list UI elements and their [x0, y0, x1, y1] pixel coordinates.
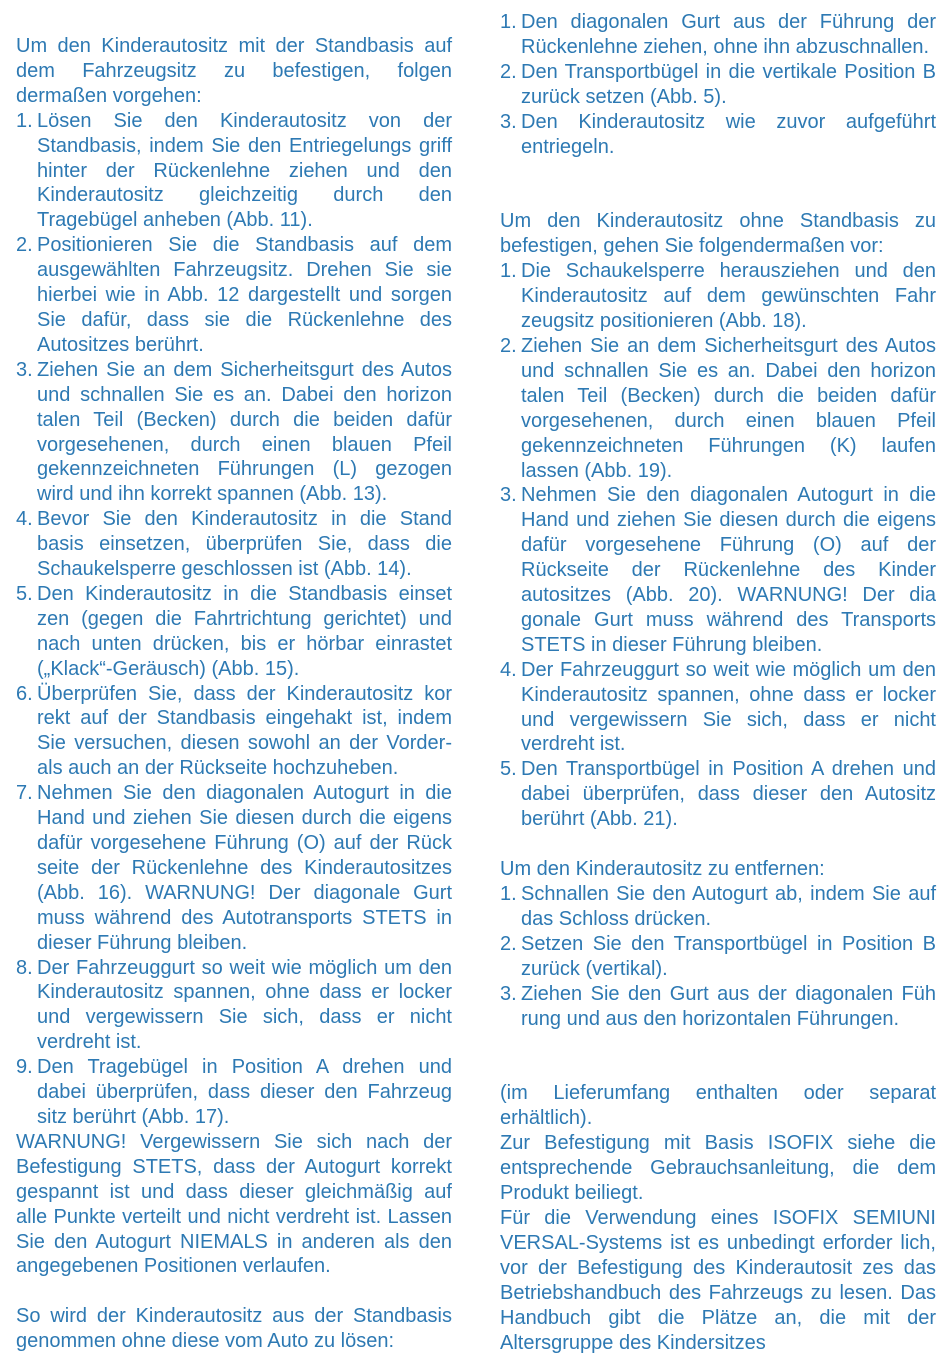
list-item: 1. Die Schaukelsperre herausziehen und den Kinderautositz auf dem gewünschten Fahr zeugsitz positionieren (Abb. 18).	[500, 260, 936, 333]
list-item: 1. Schnallen Sie den Autogurt ab, indem Sie auf das Schloss drücken.	[500, 883, 936, 930]
list-item: 1. Den diagonalen Gurt aus der Führung der Rückenlehne ziehen, ohne ihn abzuschnallen.	[500, 11, 936, 58]
list-item: 1. Lösen Sie den Kinderautositz von der Standbasis, indem Sie den Entriegelungs griff hinter der Rückenlehne ziehen und den Kinderautositz gleichzeitig durch den Tragebügel anheben (Abb. 11).	[16, 109, 452, 232]
section-without-base-intro: Um den Kinderautositz ohne Standbasis zu befestigen, gehen Sie folgendermaßen vor:	[500, 210, 936, 258]
list-item: 5. Den Kinderautositz in die Standbasis einset zen (gegen die Fahrtrichtung gerichtet) und nach unten drücken, bis er hörbar einrastet („Klack“-Geräusch) (Abb. 15).	[16, 582, 452, 680]
list-item: 6. Überprüfen Sie, dass der Kinderautositz kor rekt auf der Standbasis eingehakt ist, indem Sie versuchen, diesen sowohl an der Vorder- als auch an der Rückseite hochzuheben.	[16, 682, 452, 780]
list-item: 3. Ziehen Sie an dem Sicherheitsgurt des Autos und schnallen Sie es an. Dabei den horizon talen Teil (Becken) durch die beiden dafür vorgesehenen, durch einen blauen Pfeil gekennzeichneten Führungen (L) gezogen wird und ihn korrekt spannen (Abb. 13).	[16, 358, 452, 506]
list-item: 2. Den Transportbügel in die vertikale Position B zurück setzen (Abb. 5).	[500, 60, 936, 108]
warning-paragraph: WARNUNG! Vergewissern Sie sich nach der Befestigung STETS, dass der Autogurt korrekt gespannt ist und dass dieser gleichmäßig auf alle Punkte verteilt und nicht verdreht ist. Lassen Sie den Autogurt NIEMALS in anderen als den angegebenen Positionen verlaufen.	[16, 1130, 452, 1278]
remove-steps	[500, 882, 936, 1031]
without-base-steps	[500, 259, 936, 832]
list-item: 4. Der Fahrzeuggurt so weit wie möglich um den Kinderautositz spannen, ohne dass er locker und vergewissern Sie sich, dass er nicht verdreht ist.	[500, 658, 936, 756]
list-item: 3. Nehmen Sie den diagonalen Autogurt in die Hand und ziehen Sie diesen durch die eigens dafür vorgesehene Führung (O) auf der Rückseite der Rückenlehne des Kinder autositzes (Abb. 20). WARNUNG! Der dia gonale Gurt muss während des Transports STETS in dieser Führung bleiben.	[500, 484, 936, 656]
section-remove-intro: Um den Kinderautositz zu entfernen:	[500, 858, 825, 881]
with-base-steps	[16, 109, 452, 1130]
isofix-paragraph-2: Zur Befestigung mit Basis ISOFIX siehe die entsprechende Gebrauchsanleitung, die dem Produkt beiliegt.	[500, 1132, 936, 1205]
isofix-paragraph-3: Für die Verwendung eines ISOFIX SEMIUNI VERSAL-Systems ist es unbedingt erforder lich, vor der Befestigung des Kinderautosit zes das Betriebshandbuch des Fahrzeugs zu lesen. Das Handbuch gibt die Plätze an, die mit der Altersgruppe des Kindersitzes	[500, 1206, 936, 1354]
removal-steps	[500, 10, 936, 159]
list-item: 2. Positionieren Sie die Standbasis auf dem ausgewählten Fahrzeugsitz. Drehen Sie sie hierbei wie in Abb. 12 dargestellt und sorgen Sie dafür, dass sie die Rückenlehne des Autositzes berührt.	[16, 234, 452, 356]
list-item: 3. Ziehen Sie den Gurt aus der diagonalen Füh rung und aus den horizontalen Führungen.	[500, 982, 936, 1030]
section-with-base-intro: Um den Kinderautositz mit der Standbasis auf dem Fahrzeugsitz zu befestigen, folgen dermaßen vorgehen:	[16, 35, 452, 107]
list-item: 5. Den Transportbügel in Position A drehen und dabei überprüfen, dass dieser den Autositz berührt (Abb. 21).	[500, 758, 936, 831]
isofix-paragraph-1: (im Lieferumfang enthalten oder separat erhältlich).	[500, 1082, 936, 1130]
list-item: 2. Ziehen Sie an dem Sicherheitsgurt des Autos und schnallen Sie es an. Dabei den horizon talen Teil (Becken) durch die beiden dafür vorgesehenen, durch einen blauen Pfeil gekennzeichneten Führungen (K) laufen lassen (Abb. 19).	[500, 334, 936, 482]
list-item: 3. Den Kinderautositz wie zuvor aufgeführt entriegeln.	[500, 110, 936, 158]
removal-intro: So wird der Kinderautositz aus der Standbasis genommen ohne diese vom Auto zu lösen:	[16, 1305, 452, 1353]
list-item: 7. Nehmen Sie den diagonalen Autogurt in die Hand und ziehen Sie diesen durch die eigens dafür vorgesehene Führung (O) auf der Rück seite der Rückenlehne des Kinderautositzes (Abb. 16). WARNUNG! Der diagonale Gurt muss während des Autotransports STETS in dieser Führung bleiben.	[16, 782, 452, 954]
right-column	[500, 0, 936, 1355]
list-item: 8. Der Fahrzeuggurt so weit wie möglich um den Kinderautositz spannen, ohne dass er locker und vergewissern Sie sich, dass er nicht verdreht ist.	[16, 956, 452, 1054]
left-column	[16, 0, 452, 1354]
list-item: 4. Bevor Sie den Kinderautositz in die Stand basis einsetzen, überprüfen Sie, dass die Schaukelsperre geschlossen ist (Abb. 14).	[16, 508, 452, 581]
list-item: 9. Den Tragebügel in Position A drehen und dabei überprüfen, dass dieser den Fahrzeug sitz berührt (Abb. 17).	[16, 1056, 452, 1128]
list-item: 2. Setzen Sie den Transportbügel in Position B zurück (vertikal).	[500, 932, 936, 980]
